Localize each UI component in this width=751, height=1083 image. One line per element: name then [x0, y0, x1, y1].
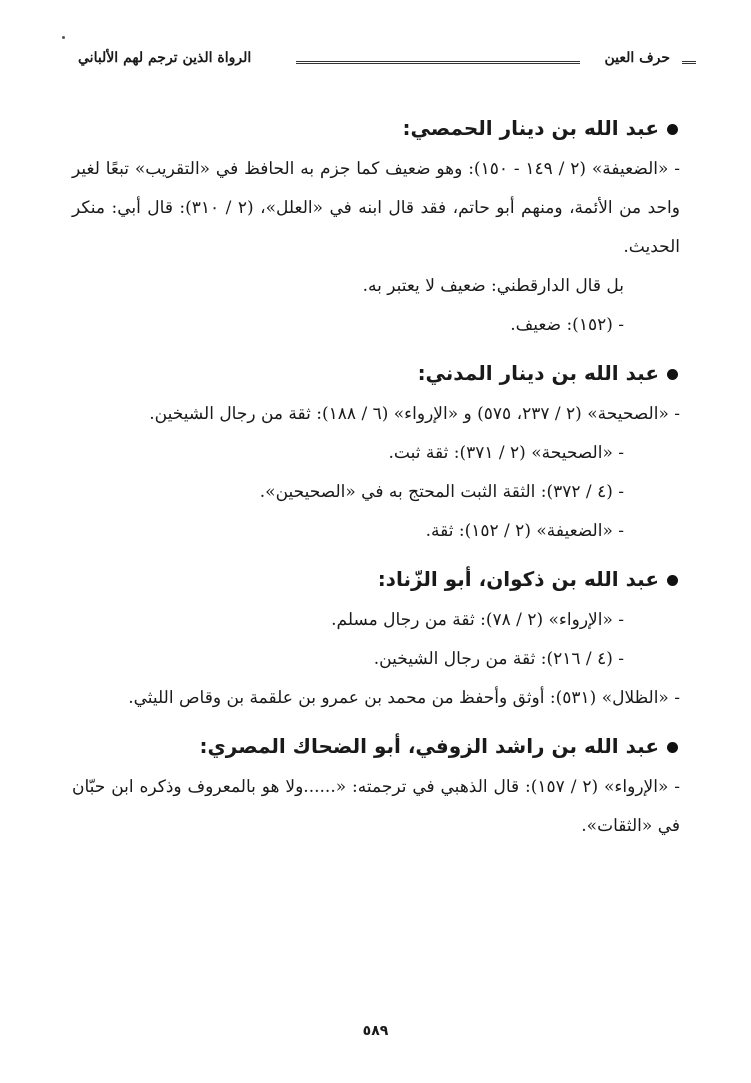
page-number: ٥٨٩	[362, 1023, 389, 1039]
entry-text: - «الصحيحة» (٢ / ٣٧١): ثقة ثبت.	[388, 443, 624, 463]
running-header	[78, 48, 698, 74]
entry-heading: عبد الله بن دينار الحمصي:	[72, 114, 680, 142]
entry-text: - (٤ / ٣٧٢): الثقة الثبت المحتج به في «الصحيحين».	[259, 482, 624, 502]
book-title: الرواة الذين ترجم لهم الألباني	[78, 50, 252, 66]
entry-text: - «الظلال» (٥٣١): أوثق وأحفظ من محمد بن عمرو بن علقمة بن وقاص الليثي.	[128, 688, 680, 708]
entry-text: - (٤ / ٢١٦): ثقة من رجال الشيخين.	[373, 649, 624, 669]
margin-mark	[62, 36, 65, 39]
header-rule	[296, 61, 580, 64]
bullet-icon	[667, 575, 678, 586]
entry-text: بل قال الدارقطني: ضعيف لا يعتبر به.	[362, 276, 624, 296]
bullet-icon	[667, 742, 678, 753]
entry-text: - «الضعيفة» (٢ / ١٤٩ - ١٥٠): وهو ضعيف كما جزم به الحافظ في «التقريب» تبعًا لغير واحد من الأئمة، ومنهم أبو حاتم، فقد قال ابنه في «العلل»، (٢ / ٣١٠): قال أبي: منكر الحديث.	[72, 159, 680, 257]
entry-text: - «الإرواء» (٢ / ١٥٧): قال الذهبي في ترجمته: «......ولا هو بالمعروف وذكره ابن حبّان في «الثقات».	[72, 777, 680, 836]
bullet-icon	[667, 124, 678, 135]
page-content	[72, 100, 680, 846]
entry-heading: عبد الله بن دينار المدني:	[72, 359, 680, 387]
entry-heading: عبد الله بن ذكوان، أبو الزّناد:	[72, 565, 680, 593]
header-rule-short	[682, 61, 696, 64]
entry-text: - «الإرواء» (٢ / ٧٨): ثقة من رجال مسلم.	[331, 610, 624, 630]
entry-text: - «الصحيحة» (٢ / ٢٣٧، ٥٧٥) و «الإرواء» (٦ / ١٨٨): ثقة من رجال الشيخين.	[149, 404, 680, 424]
entry-text: - «الضعيفة» (٢ / ١٥٢): ثقة.	[425, 521, 624, 541]
entry-text: - (١٥٢): ضعيف.	[510, 315, 624, 335]
bullet-icon	[667, 369, 678, 380]
chapter-title: حرف العين	[604, 50, 670, 66]
entry-heading: عبد الله بن راشد الزوفي، أبو الضحاك المصري:	[72, 732, 680, 760]
